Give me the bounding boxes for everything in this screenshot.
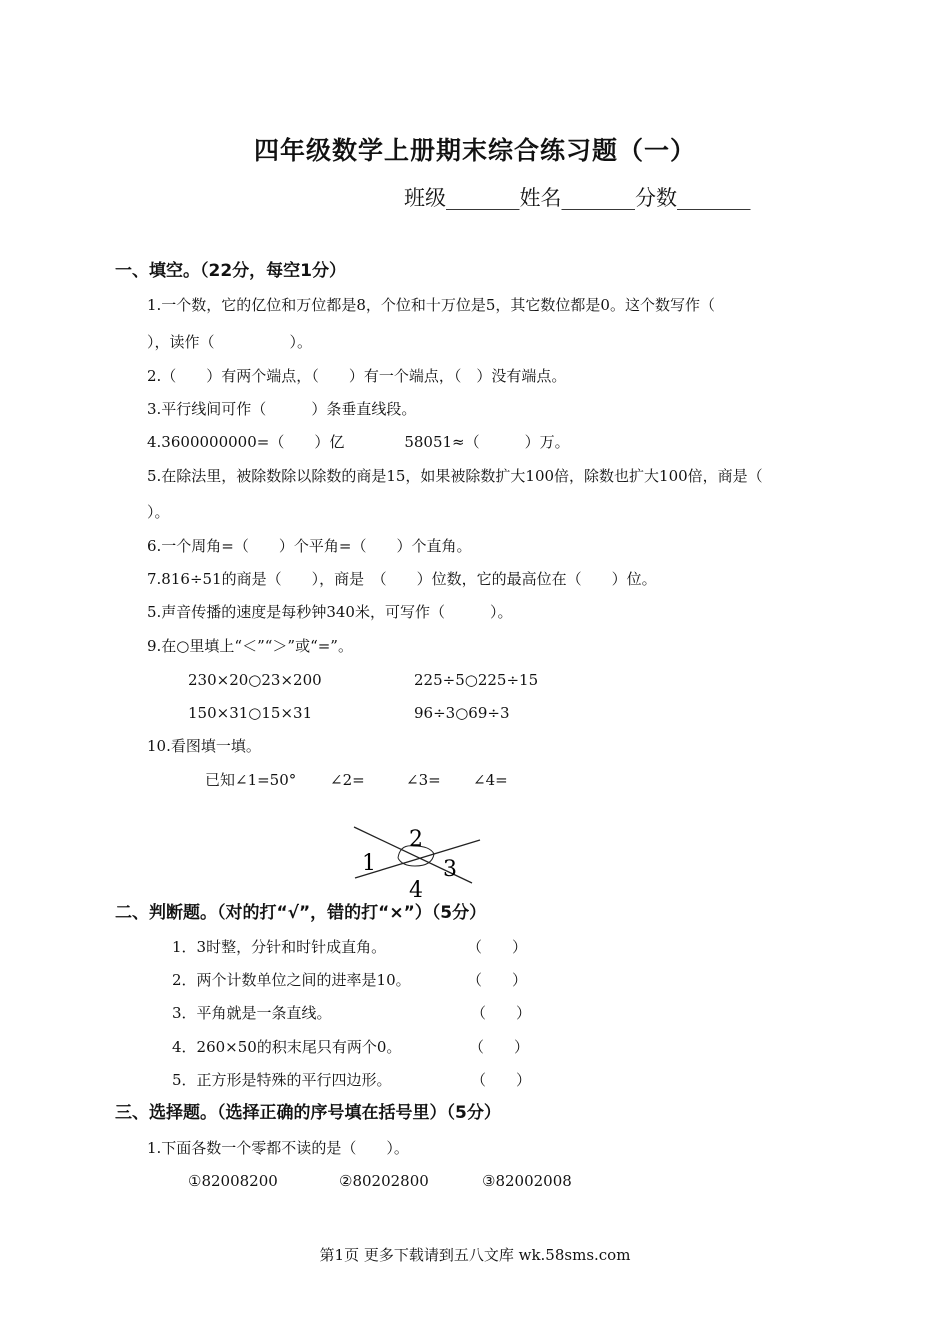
- judgement-item: 4．260×50的积末尾只有两个0。: [172, 1038, 402, 1056]
- angle-blank: ∠2=: [330, 771, 365, 789]
- question-line: 1.下面各数一个零都不读的是（ ）。: [147, 1139, 409, 1157]
- page-title: 四年级数学上册期末综合练习题（一）: [253, 136, 696, 165]
- page-footer: 第1页 更多下载请到五八文库 wk.58sms.com: [319, 1246, 631, 1264]
- question-line: ），读作（ ）。: [147, 333, 313, 351]
- angle-known: 已知∠1=50°: [205, 771, 297, 789]
- angle-blank: ∠4=: [473, 771, 508, 789]
- student-info-line: 班级_______姓名_______分数_______: [404, 186, 751, 210]
- compare-expression: 225÷5○225÷15: [414, 671, 539, 689]
- choice-option: ②80202800: [339, 1172, 429, 1190]
- figure-label: 4: [409, 878, 423, 903]
- intersecting-lines-figure: [340, 820, 500, 905]
- figure-label: 2: [409, 827, 423, 852]
- choice-option: ①82008200: [188, 1172, 278, 1190]
- judgement-item: 2．两个计数单位之间的进率是10。: [172, 971, 411, 989]
- answer-parentheses: （ ）: [467, 938, 528, 956]
- question-line: 9.在○里填上“＜”“＞”或“=”。: [147, 637, 353, 655]
- section-1-heading: 一、填空。（22分，每空1分）: [115, 261, 346, 281]
- compare-expression: 150×31○15×31: [188, 704, 313, 722]
- question-line: 6.一个周角=（ ）个平角=（ ）个直角。: [147, 537, 472, 555]
- question-line: 10.看图填一填。: [147, 737, 261, 755]
- judgement-item: 3．平角就是一条直线。: [172, 1004, 332, 1022]
- figure-label: 3: [443, 857, 457, 882]
- question-line: 7.816÷51的商是（ ），商是 （ ）位数，它的最高位在（ ）位。: [147, 570, 657, 588]
- judgement-item: 1．3时整，分针和时针成直角。: [172, 938, 387, 956]
- question-line: ）。: [147, 503, 170, 521]
- compare-expression: 96÷3○69÷3: [414, 704, 510, 722]
- question-line: 2.（ ）有两个端点，（ ）有一个端点，（ ）没有端点。: [147, 367, 567, 385]
- answer-parentheses: （ ）: [469, 1038, 530, 1056]
- question-line: 5.在除法里，被除数除以除数的商是15，如果被除数扩大100倍，除数也扩大100倍，商是（: [147, 467, 763, 485]
- answer-parentheses: （ ）: [471, 1004, 532, 1022]
- answer-parentheses: （ ）: [471, 1071, 532, 1089]
- question-line: 1.一个数，它的亿位和万位都是8，个位和十万位是5，其它数位都是0。这个数写作（: [147, 296, 715, 314]
- question-line: 3.平行线间可作（ ）条垂直线段。: [147, 400, 417, 418]
- choice-option: ③82002008: [482, 1172, 572, 1190]
- figure-label: 1: [362, 851, 376, 876]
- answer-parentheses: （ ）: [467, 971, 528, 989]
- question-line: 4.3600000000=（ ）亿 58051≈（ ）万。: [147, 433, 570, 451]
- judgement-item: 5．正方形是特殊的平行四边形。: [172, 1071, 392, 1089]
- section-3-heading: 三、选择题。（选择正确的序号填在括号里）（5分）: [115, 1103, 501, 1123]
- section-2-heading: 二、判断题。（对的打“√”，错的打“×”）（5分）: [115, 903, 487, 923]
- angle-blank: ∠3=: [406, 771, 441, 789]
- question-line: 5.声音传播的速度是每秒钟340米，可写作（ ）。: [147, 603, 513, 621]
- compare-expression: 230×20○23×200: [188, 671, 322, 689]
